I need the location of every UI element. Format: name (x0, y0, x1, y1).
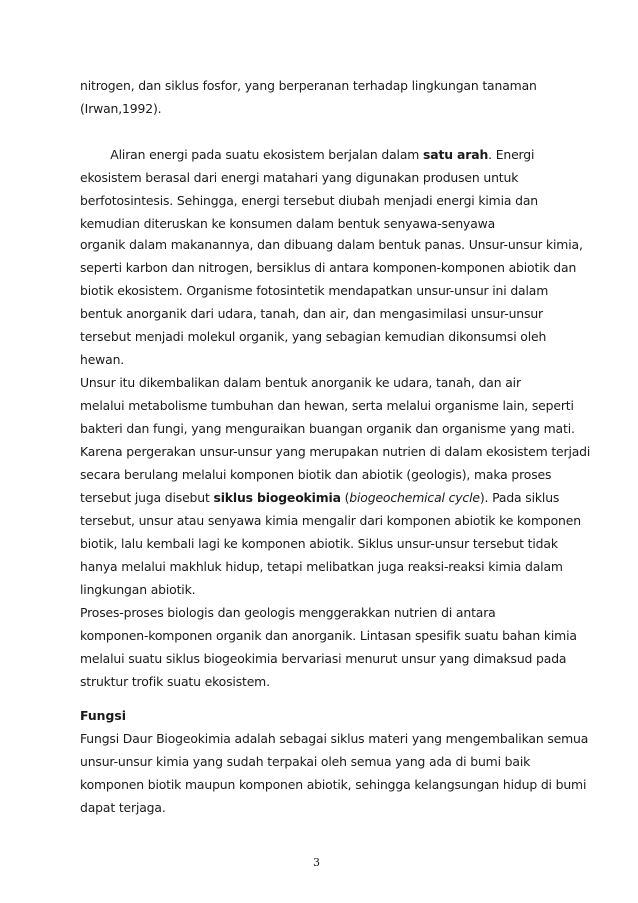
text-line: lingkungan abiotik. (80, 582, 196, 597)
text-line: hanya melalui makhluk hidup, tetapi melibatkan juga reaksi-reaksi kimia dalam (80, 559, 563, 574)
text-line: hewan. (80, 352, 125, 367)
text-line: melalui suatu siklus biogeokimia bervariasi menurut unsur yang dimaksud pada (80, 651, 567, 666)
text-line: unsur-unsur kimia yang sudah terpakai oleh semua yang ada di bumi baik (80, 754, 531, 769)
text-run: tersebut juga disebut (80, 490, 214, 505)
text-run: ( (340, 490, 350, 505)
text-line: ekosistem berasal dari energi matahari yang digunakan produsen untuk (80, 170, 519, 185)
text-line: komponen biotik maupun komponen abiotik, sehingga kelangsungan hidup di bumi (80, 777, 587, 792)
text-line: secara berulang melalui komponen biotik dan abiotik (geologis), maka proses (80, 467, 552, 482)
text-line: organik dalam makanannya, dan dibuang dalam bentuk panas. Unsur-unsur kimia, (80, 237, 583, 252)
text-line: bakteri dan fungi, yang menguraikan buangan organik dan organisme yang mati. (80, 421, 575, 436)
text-line: (Irwan,1992). (80, 101, 162, 116)
text-line: bentuk anorganik dari udara, tanah, dan air, dan mengasimilasi unsur-unsur (80, 306, 543, 321)
text-run: Aliran energi pada suatu ekosistem berjalan dalam (80, 147, 424, 162)
text-line: nitrogen, dan siklus fosfor, yang berperanan terhadap lingkungan tanaman (80, 78, 537, 93)
text-line: tersebut, unsur atau senyawa kimia mengalir dari komponen abiotik ke komponen (80, 513, 581, 528)
bold-text: satu arah (423, 147, 489, 162)
text-line: melalui metabolisme tumbuhan dan hewan, serta melalui organisme lain, seperti (80, 398, 574, 413)
bold-text: siklus biogeokimia (213, 490, 341, 505)
text-line: seperti karbon dan nitrogen, bersiklus di antara komponen-komponen abiotik dan (80, 260, 577, 275)
text-line: kemudian diteruskan ke konsumen dalam bentuk senyawa-senyawa (80, 216, 496, 231)
text-line: Fungsi Daur Biogeokimia adalah sebagai siklus materi yang mengembalikan semua (80, 731, 589, 746)
text-line: Proses-proses biologis dan geologis menggerakkan nutrien di antara (80, 605, 496, 620)
text-line (80, 147, 534, 163)
text-line: Unsur itu dikembalikan dalam bentuk anorganik ke udara, tanah, dan air (80, 375, 521, 390)
italic-text: biogeochemical cycle (349, 490, 480, 505)
text-line: berfotosintesis. Sehingga, energi tersebut diubah menjadi energi kimia dan (80, 193, 538, 208)
text-line: dapat terjaga. (80, 800, 166, 815)
text-line: biotik ekosistem. Organisme fotosintetik mendapatkan unsur-unsur ini dalam (80, 283, 549, 298)
page-number: 3 (313, 856, 320, 869)
text-line: biotik, lalu kembali lagi ke komponen abiotik. Siklus unsur-unsur tersebut tidak (80, 536, 558, 551)
text-line: Karena pergerakan unsur-unsur yang merupakan nutrien di dalam ekosistem terjadi (80, 444, 591, 459)
section-heading: Fungsi (80, 708, 126, 723)
text-line (80, 490, 559, 506)
text-line: struktur trofik suatu ekosistem. (80, 674, 270, 689)
text-line: tersebut menjadi molekul organik, yang sebagian kemudian dikonsumsi oleh (80, 329, 547, 344)
text-run: . Energi (488, 147, 535, 162)
text-line: komponen-komponen organik dan anorganik. Lintasan spesifik suatu bahan kimia (80, 628, 577, 643)
text-run: ). Pada siklus (479, 490, 560, 505)
